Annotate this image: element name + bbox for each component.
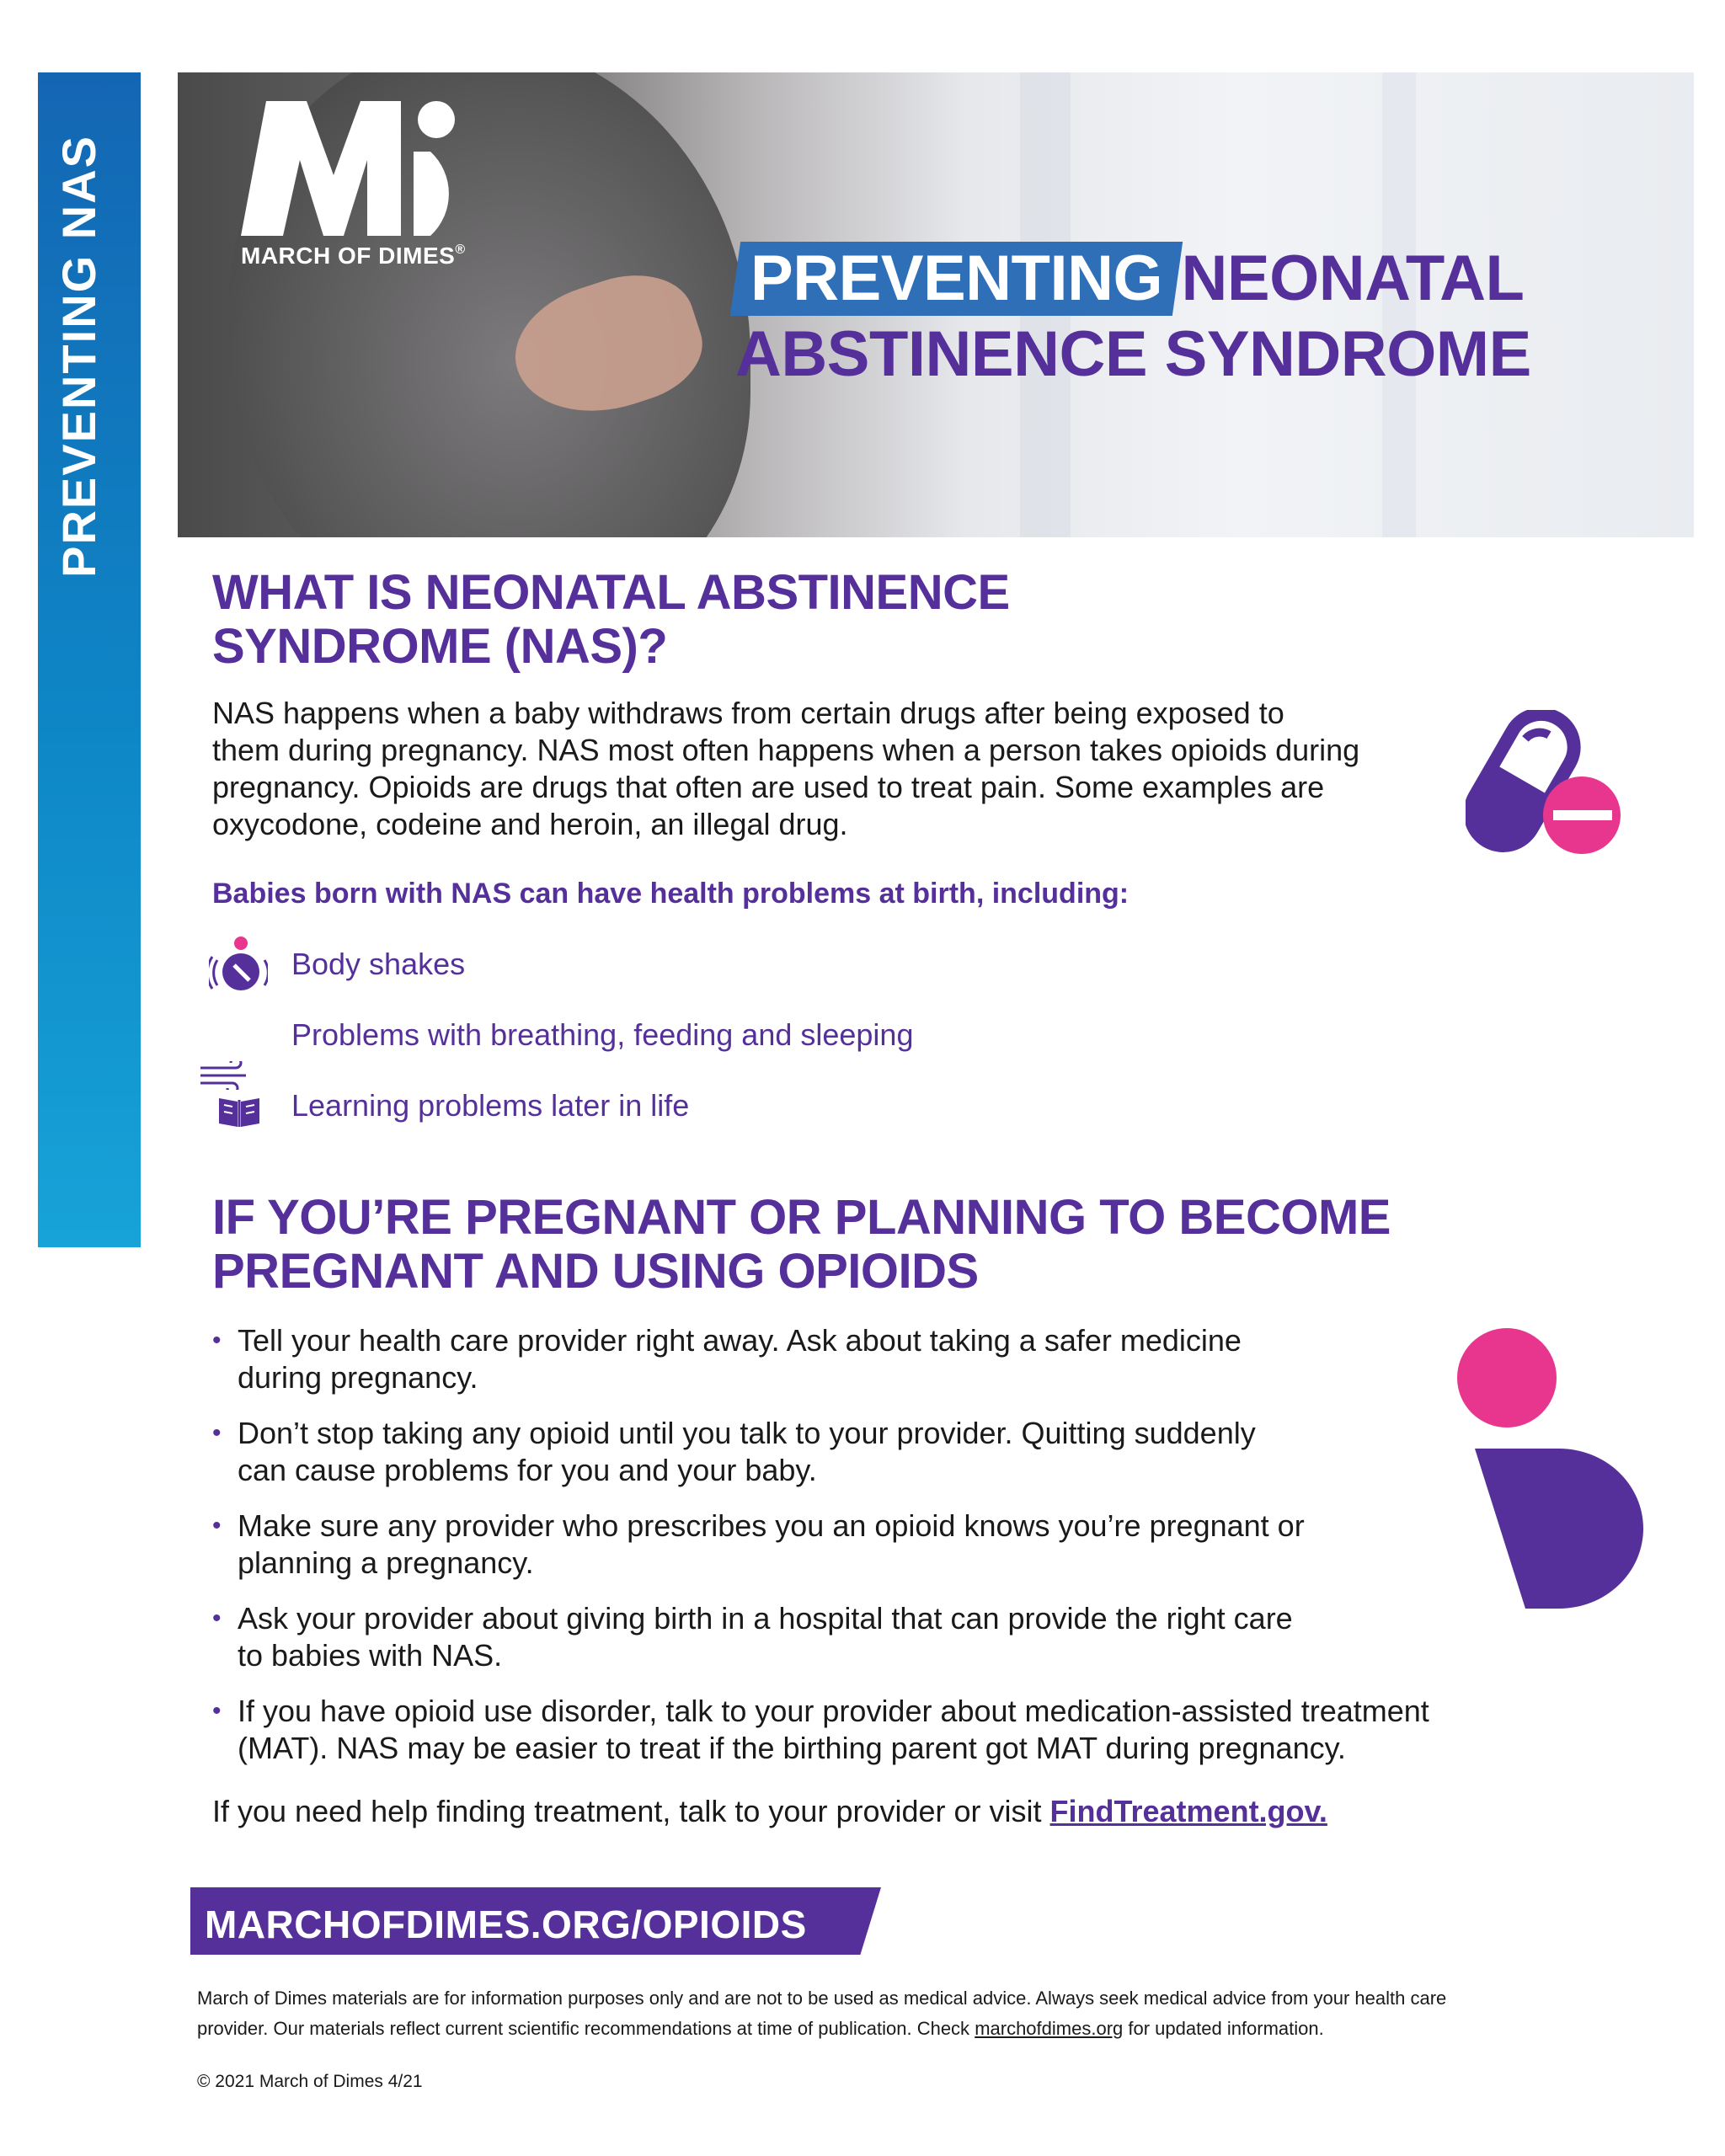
list-item: • Tell your health care provider right away. Ask about taking a safer medicine during pregnancy. [212,1322,1560,1396]
title-line1-rest: NEONATAL [1181,243,1525,314]
section-heading-what-is: WHAT IS NEONATAL ABSTINENCE SYNDROME (NAS)? [212,565,1010,674]
page-title [735,242,1669,393]
list-item: • Ask your provider about giving birth in a hospital that can provide the right care to babies with NAS. [212,1600,1560,1674]
disclaimer: March of Dimes materials are for information purposes only and are not to be used as medical advice. Always seek medical advice from your health care provider. Our materials reflect current scientific recommendations at time of publication. Check marchofdimes.org for updated information. [197,1988,1447,2039]
book-icon [216,1093,263,1129]
pill-capsule-icon [1466,710,1626,857]
decorative-dot-icon [1457,1328,1557,1428]
opioids-link[interactable]: MARCHOFDIMES.ORG/OPIOIDS [205,1903,807,1946]
list-item: • If you have opioid use disorder, talk to your provider about medication-assisted treatment (MAT). NAS may be easier to treat if the birthing parent got MAT during pregnancy. [212,1693,1560,1767]
list-item: • Don’t stop taking any opioid until you talk to your provider. Quitting suddenly can cause problems for you and your baby. [212,1415,1560,1489]
section-heading-if-pregnant: IF YOU’RE PREGNANT OR PLANNING TO BECOME PREGNANT AND USING OPIOIDS [212,1190,1391,1299]
copyright: © 2021 March of Dimes 4/21 [197,2072,423,2091]
marchofdimes-link[interactable]: marchofdimes.org [975,2018,1124,2039]
brand-name: MARCH OF DIMES® [241,243,466,269]
find-treatment-link[interactable]: FindTreatment.gov. [1049,1794,1327,1828]
advice-list [212,1322,1560,1785]
title-line2: ABSTINENCE SYNDROME [735,318,1531,390]
brand-logo[interactable] [241,101,494,278]
help-text: If you need help finding treatment, talk to your provider or visit FindTreatment.gov. [212,1794,1327,1828]
breathing-icon [199,1061,254,1090]
problems-subheading: Babies born with NAS can have health problems at birth, including: [212,878,1130,910]
sidebar-label: PREVENTING NAS [52,135,105,578]
problem-item: Learning problems later in life [291,1088,690,1123]
logo-mark-icon [241,101,485,240]
title-highlight: PREVENTING [730,242,1183,316]
problem-item: Body shakes [291,947,466,981]
decorative-i-icon [1475,1449,1643,1609]
baby-shake-icon [209,935,268,994]
problem-item: Problems with breathing, feeding and sleeping [291,1017,914,1052]
list-item: • Make sure any provider who prescribes you an opioid knows you’re pregnant or planning a pregnancy. [212,1508,1560,1582]
what-is-paragraph: NAS happens when a baby withdraws from certain drugs after being exposed to them during pregnancy. NAS most often happens when a person takes opioids during pregnancy. Opioids are drugs that often are used to treat pain. Some examples are oxycodone, codeine and heroin, an illegal drug. [212,696,1360,841]
